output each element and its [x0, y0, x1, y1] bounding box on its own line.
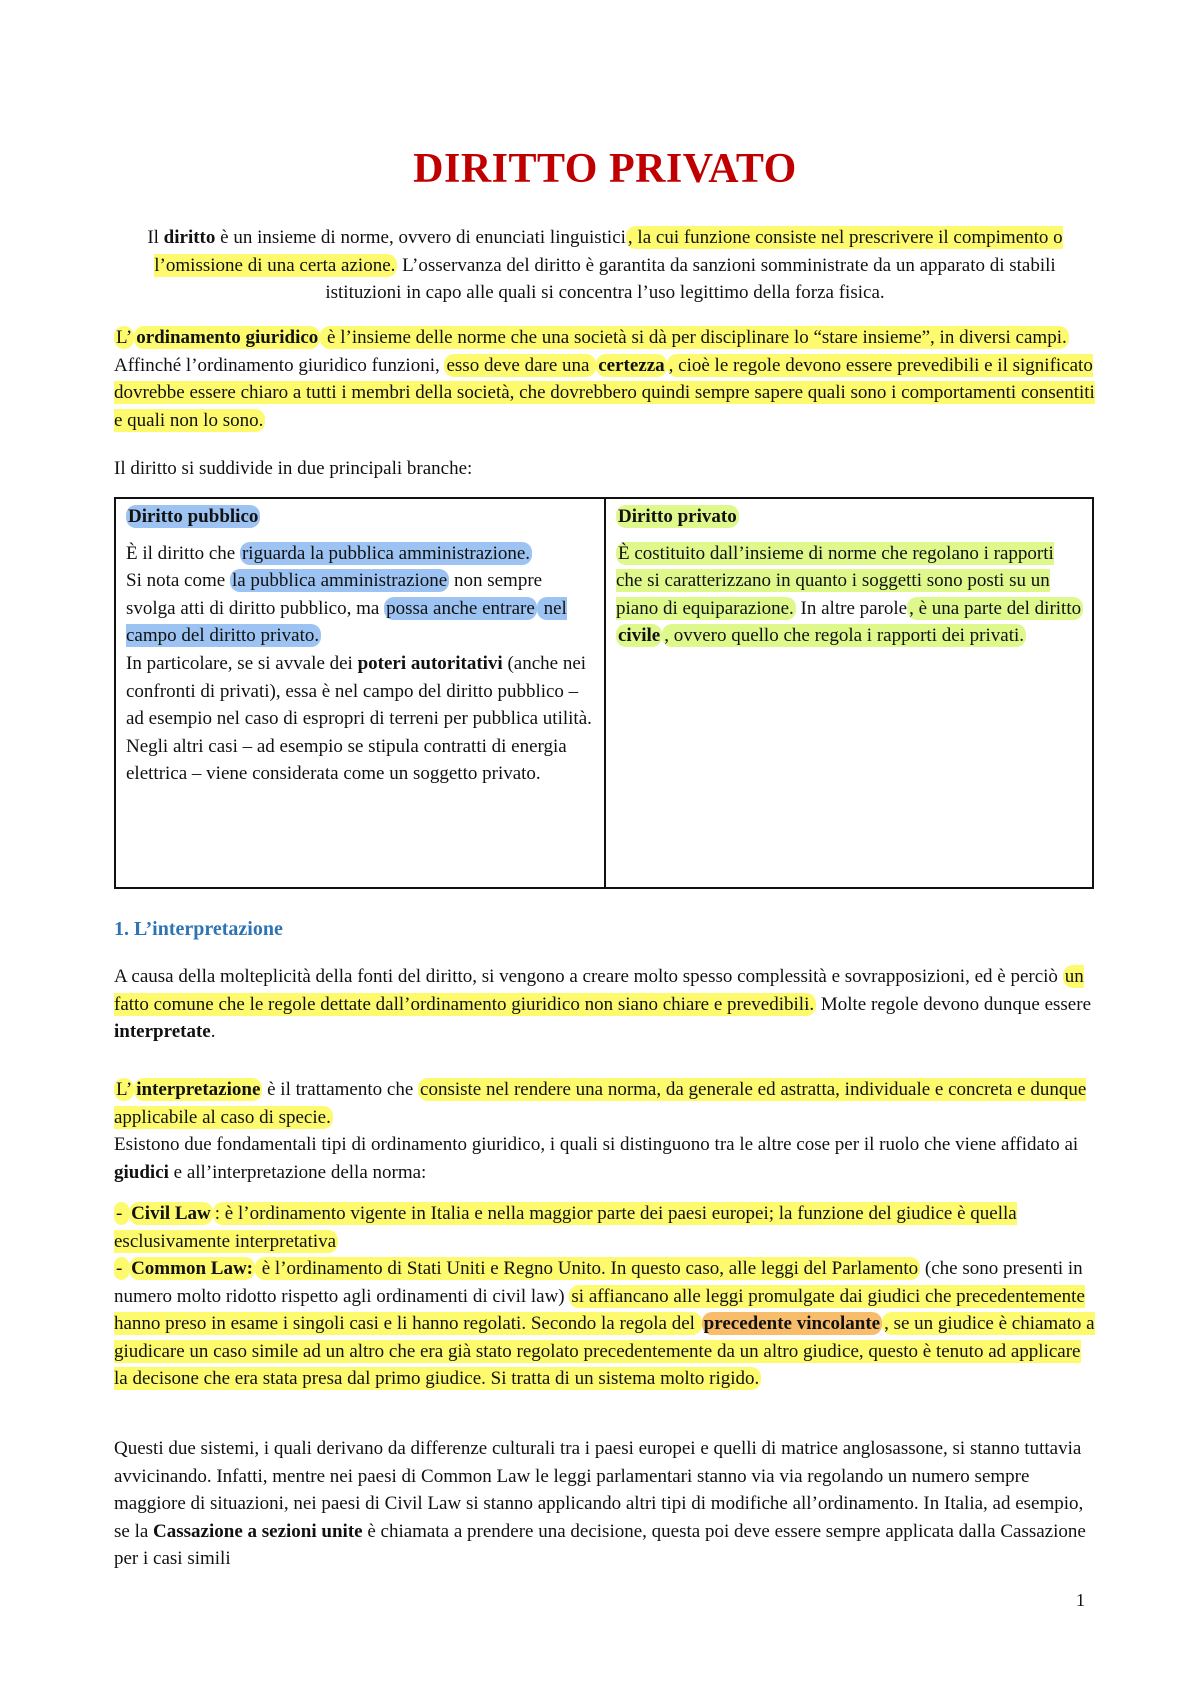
private-highlight: È costituito dall’insieme di norme che regolano i rapporti che si caratterizzano in quanto i soggetti sono posti su un piano di equiparazione.	[616, 542, 1054, 619]
common-law-highlight: , se un giudice è chiamato a giudicare un caso simile ad un altro che era già stato regolato precedentemente da un altro giudice, questo è tenuto ad applicare la decisone che era stata presa dal primo giudice. Si tratta di un sistema molto rigido.	[114, 1313, 1095, 1389]
public-highlight: riguarda la pubblica amministrazione.	[241, 542, 531, 564]
ordinamento-highlight: L’	[116, 327, 133, 348]
civil-law-highlight: : è l’ordinamento vigente in Italia e nella maggior parte dei paesi europei; la funzione del giudice è quella esclusivamente interpretativa	[114, 1203, 1017, 1252]
sec1-text: A causa della molteplicità della fonti del diritto, si vengono a creare molto spesso complessità e sovrapposizioni, ed è perciò	[114, 966, 1063, 987]
table-header-public: Diritto pubblico	[128, 506, 259, 527]
sec2-bold-giudici: giudici	[114, 1161, 169, 1183]
civil-law-term: Civil Law	[131, 1203, 211, 1224]
common-law-text: (che sono presenti in numero molto ridotto rispetto agli ordinamenti di civil law)	[114, 1258, 1083, 1307]
ordinamento-paragraph	[114, 324, 1096, 434]
common-law-highlight: si affiancano alle leggi promulgate dai giudici che precedentemente hanno preso in esame i singoli casi e li hanno regolati. Secondo la regola del	[114, 1285, 1085, 1334]
interpretazione-paragraph-4	[114, 1435, 1096, 1573]
public-highlight: nel campo del diritto privato.	[126, 597, 567, 647]
legal-systems-list	[114, 1200, 1096, 1393]
ordinamento-highlight: esso deve dare una	[446, 354, 595, 376]
private-text: In altre parole	[795, 597, 908, 619]
precedente-vincolante-term: precedente vincolante	[703, 1313, 881, 1334]
sec4-bold-cassazione: Cassazione a sezioni unite	[153, 1520, 363, 1542]
intro-text: Il	[147, 227, 164, 248]
intro-highlight: , la cui funzione consiste nel prescrivere il compimento o l’omissione di una certa azione.	[154, 227, 1063, 276]
sec4-text: Questi due sistemi, i quali derivano da differenze culturali tra i paesi europei e quelli di matrice anglosassone, si stanno tuttavia avvicinando. Infatti, mentre nei paesi di Common Law le leggi parlamentari stanno via via regolando un numero sempre maggiore di situazioni, nei paesi di Civil Law si stanno applicando altri tipi di modifiche all’ordinamento. In Italia, ad esempio, se la	[114, 1438, 1084, 1542]
ordinamento-bold-certezza: certezza	[598, 354, 665, 376]
ordinamento-highlight: , cioè le regole devono essere prevedibili e il significato dovrebbe essere chiaro a tutti i membri della società, che dovrebbero quindi sempre sapere quali sono i comportamenti consentiti e quali non lo sono.	[114, 354, 1095, 431]
table-cell-private-law	[604, 499, 1092, 887]
public-highlight: la pubblica amministrazione	[231, 570, 448, 592]
common-law-bullet: -	[116, 1258, 128, 1279]
ordinamento-bold-term: ordinamento giuridico	[136, 327, 319, 348]
sec4-text: è chiamata a prendere una decisione, questa poi deve essere sempre applicata dalla Cassazione per i casi simili	[114, 1520, 1086, 1569]
public-text: Si nota come	[126, 570, 230, 592]
interpretazione-paragraph-1	[114, 963, 1096, 1046]
sec2-highlight: L’	[116, 1079, 133, 1100]
ordinamento-highlight: è l’insieme delle norme che una società si dà per disciplinare lo “stare insieme”, in diversi campi.	[322, 327, 1067, 348]
public-text: È il diritto che	[126, 542, 240, 564]
private-highlight: , ovvero quello che regola i rapporti dei privati.	[664, 625, 1025, 647]
sec1-text: .	[210, 1021, 216, 1042]
public-highlight: possa anche entrare	[386, 597, 535, 619]
sec2-bold-interpretazione: interpretazione	[136, 1079, 261, 1100]
sec1-text: Molte regole devono dunque essere	[816, 993, 1091, 1015]
intro-paragraph	[114, 224, 1096, 307]
branches-intro-text: Il diritto si suddivide in due principali branche:	[114, 458, 473, 479]
table-cell-public-law	[116, 499, 604, 887]
sec2-text: Esistono due fondamentali tipi di ordinamento giuridico, i quali si distinguono tra le altre cose per il ruolo che viene affidato ai	[114, 1134, 1079, 1155]
sec2-text: e all’interpretazione della norma:	[168, 1161, 427, 1183]
sec1-highlight: un fatto comune che le regole dettate dall’ordinamento giuridico non siano chiare e prevedibili.	[114, 966, 1084, 1015]
intro-bold-diritto: diritto	[163, 227, 216, 248]
civil-law-bullet: -	[116, 1203, 128, 1224]
public-bold-poteri: poteri autoritativi	[357, 652, 503, 674]
public-text: (anche nei confronti di privati), essa è nel campo del diritto pubblico – ad esempio nel caso di espropri di terreni per pubblica utilità. Negli altri casi – ad esempio se stipula contratti di energia elettrica – viene considerata come un soggetto privato.	[126, 652, 592, 785]
interpretazione-paragraph-2	[114, 1076, 1096, 1186]
section-heading-interpretazione: 1. L’interpretazione	[114, 918, 283, 940]
ordinamento-text: Affinché l’ordinamento giuridico funzioni,	[114, 354, 445, 376]
intro-text: è un insieme di norme, ovvero di enunciati linguistici	[215, 227, 626, 248]
private-highlight: , è una parte del diritto	[909, 597, 1082, 619]
common-law-term: Common Law:	[131, 1258, 253, 1279]
page-number: 1	[1076, 1590, 1085, 1610]
sec2-highlight: consiste nel rendere una norma, da generale ed astratta, individuale e concreta e dunque applicabile al caso di specie.	[114, 1079, 1087, 1128]
branches-intro	[114, 455, 1096, 483]
page-title: DIRITTO PRIVATO	[413, 146, 797, 192]
public-text: non sempre svolga atti di diritto pubblico, ma	[126, 570, 543, 619]
private-bold-civile: civile	[618, 625, 661, 647]
common-law-highlight: è l’ordinamento di Stati Uniti e Regno Unito. In questo caso, alle leggi del Parlamento	[257, 1258, 919, 1279]
table-header-private: Diritto privato	[618, 506, 737, 527]
sec1-bold-interpretate: interpretate	[114, 1021, 211, 1042]
public-text: In particolare, se si avvale dei	[126, 652, 358, 674]
intro-text: L’osservanza del diritto è garantita da sanzioni somministrate da un apparato di stabili istituzioni in capo alle quali si concentra l’uso legittimo della forza fisica.	[325, 254, 1056, 303]
branches-table	[114, 497, 1094, 889]
sec2-text: è il trattamento che	[262, 1079, 419, 1100]
